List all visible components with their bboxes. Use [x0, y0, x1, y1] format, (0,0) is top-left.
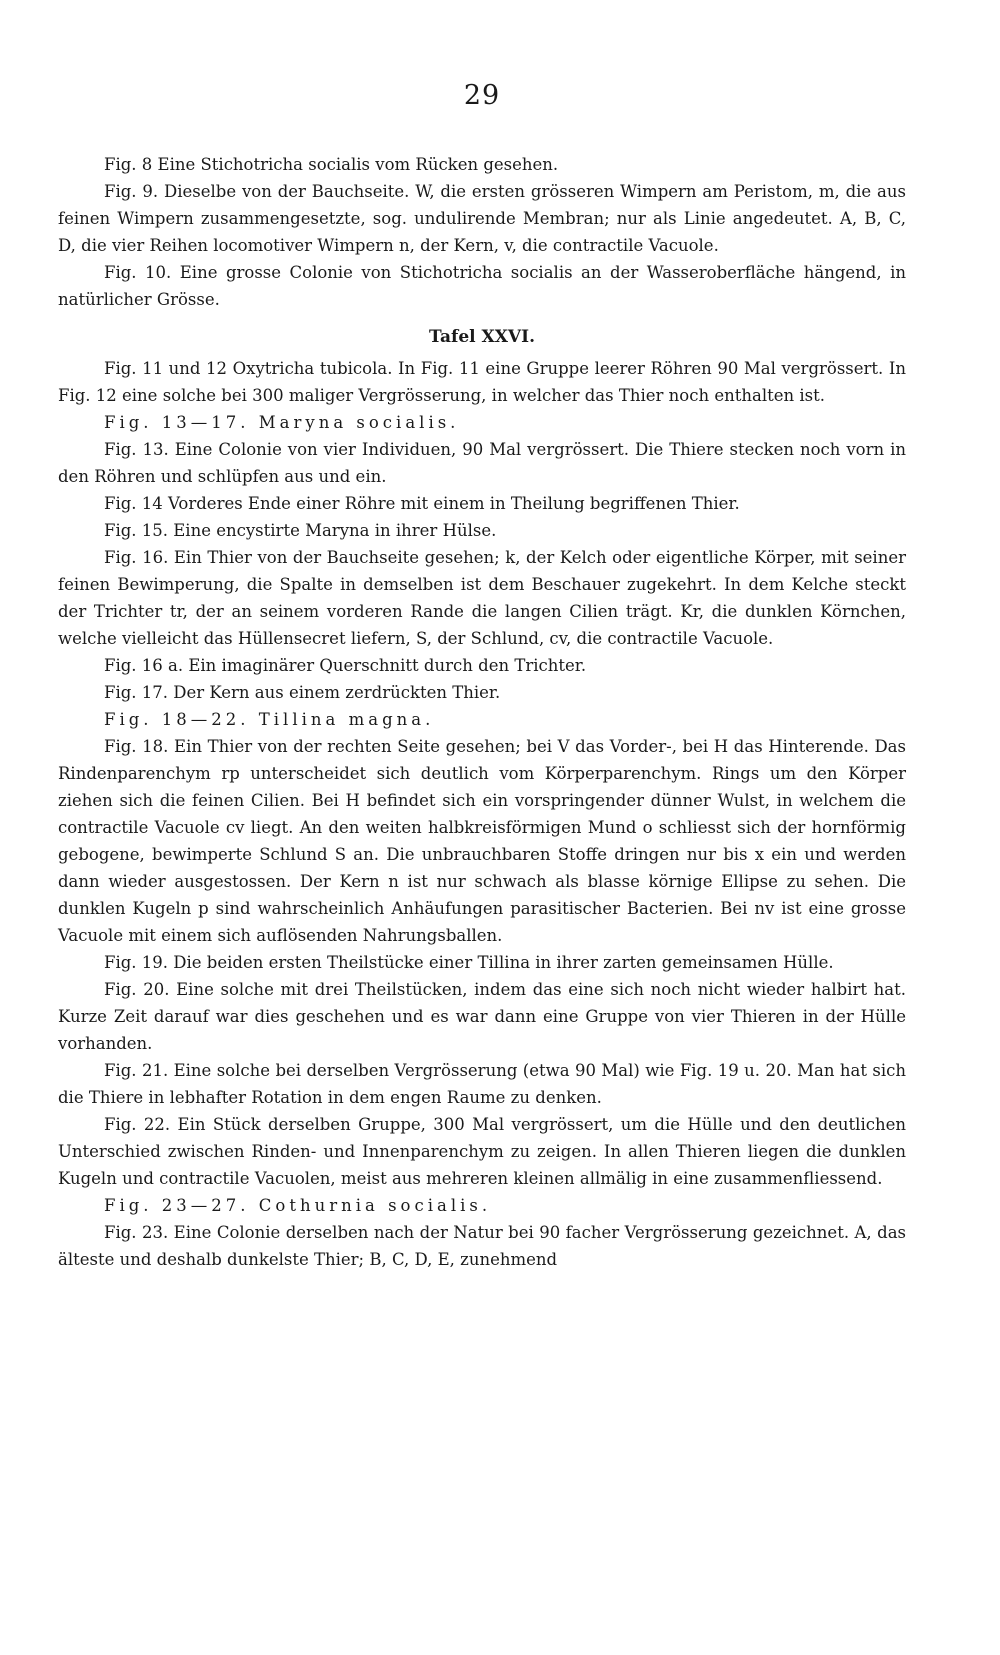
paragraph: Fig. 23. Eine Colonie derselben nach der Natur bei 90 facher Vergrösserung gezeichnet. A, das älteste und deshalb dunkelste Thier; B, C, D, E, zunehmend	[58, 1223, 906, 1269]
paragraph: Fig. 14 Vorderes Ende einer Röhre mit einem in Theilung begriffenen Thier.	[104, 494, 740, 513]
paragraph: Fig. 19. Die beiden ersten Theilstücke einer Tillina in ihrer zarten gemeinsamen Hülle.	[104, 953, 834, 972]
paragraph: Fig. 16. Ein Thier von der Bauchseite gesehen; k, der Kelch oder eigentliche Körper, mit seiner feinen Bewimperung, die Spalte in demselben ist dem Beschauer zugekehrt. In dem Kelche steckt der Trichter tr, der an seinem vorderen Rande die langen Cilien trägt. Kr, die dunklen Körnchen, welche vielleicht das Hüllensecret liefern, S, der Schlund, cv, die contractile Vacuole.	[58, 548, 906, 648]
paragraph: Fig. 8 Eine Stichotricha socialis vom Rücken gesehen.	[104, 155, 559, 174]
paragraph: Fig. 16 a. Ein imaginärer Querschnitt durch den Trichter.	[104, 656, 587, 675]
paragraph-species-heading: Fig. 13—17. Maryna socialis.	[104, 413, 460, 432]
paragraph: Fig. 20. Eine solche mit drei Theilstücken, indem das eine sich noch nicht wieder halbirt hat. Kurze Zeit darauf war dies geschehen und es war dann eine Gruppe von vier Thieren in der Hülle vorhanden.	[58, 980, 906, 1053]
section-heading: Tafel XXVI.	[429, 327, 535, 347]
paragraph: Fig. 9. Dieselbe von der Bauchseite. W, die ersten grösseren Wimpern am Peristom, m, die aus feinen Wimpern zusammengesetzte, sog. undulirende Membran; nur als Linie angedeutet. A, B, C, D, die vier Reihen locomotiver Wimpern n, der Kern, v, die contractile Vacuole.	[58, 182, 906, 255]
paragraph: Fig. 10. Eine grosse Colonie von Stichotricha socialis an der Wasseroberfläche hängend, in natürlicher Grösse.	[58, 263, 906, 309]
document-page	[58, 80, 906, 1273]
paragraph: Fig. 22. Ein Stück derselben Gruppe, 300 Mal vergrössert, um die Hülle und den deutlichen Unterschied zwischen Rinden- und Innenparenchym zu zeigen. In allen Thieren liegen die dunklen Kugeln und contractile Vacuolen, meist aus mehreren kleinen allmälig in eine zusammenfliessend.	[58, 1115, 906, 1188]
paragraph: Fig. 18. Ein Thier von der rechten Seite gesehen; bei V das Vorder-, bei H das Hinterende. Das Rindenparenchym rp unterscheidet sich deutlich vom Körperparenchym. Rings um den Körper ziehen sich die feinen Cilien. Bei H befindet sich ein vorspringender dünner Wulst, in welchem die contractile Vacuole cv liegt. An den weiten halbkreisförmigen Mund o schliesst sich der hornförmig gebogene, bewimperte Schlund S an. Die unbrauchbaren Stoffe dringen nur bis x ein und werden dann wieder ausgestossen. Der Kern n ist nur schwach als blasse körnige Ellipse zu sehen. Die dunklen Kugeln p sind wahrscheinlich Anhäufungen parasitischer Bacterien. Bei nv ist eine grosse Vacuole mit einem sich auflösenden Nahrungsballen.	[58, 737, 906, 945]
paragraph-species-heading: Fig. 23—27. Cothurnia socialis.	[104, 1196, 492, 1215]
paragraph-species-heading: Fig. 18—22. Tillina magna.	[104, 710, 435, 729]
paragraph: Fig. 15. Eine encystirte Maryna in ihrer Hülse.	[104, 521, 497, 540]
page-number: 29	[463, 80, 501, 111]
paragraph: Fig. 21. Eine solche bei derselben Vergrösserung (etwa 90 Mal) wie Fig. 19 u. 20. Man hat sich die Thiere in lebhafter Rotation in dem engen Raume zu denken.	[58, 1061, 906, 1107]
paragraph: Fig. 13. Eine Colonie von vier Individuen, 90 Mal vergrössert. Die Thiere stecken noch vorn in den Röhren und schlüpfen aus und ein.	[58, 440, 906, 486]
paragraph: Fig. 11 und 12 Oxytricha tubicola. In Fig. 11 eine Gruppe leerer Röhren 90 Mal vergrössert. In Fig. 12 eine solche bei 300 maliger Vergrösserung, in welcher das Thier noch enthalten ist.	[58, 359, 906, 405]
paragraph: Fig. 17. Der Kern aus einem zerdrückten Thier.	[104, 683, 501, 702]
